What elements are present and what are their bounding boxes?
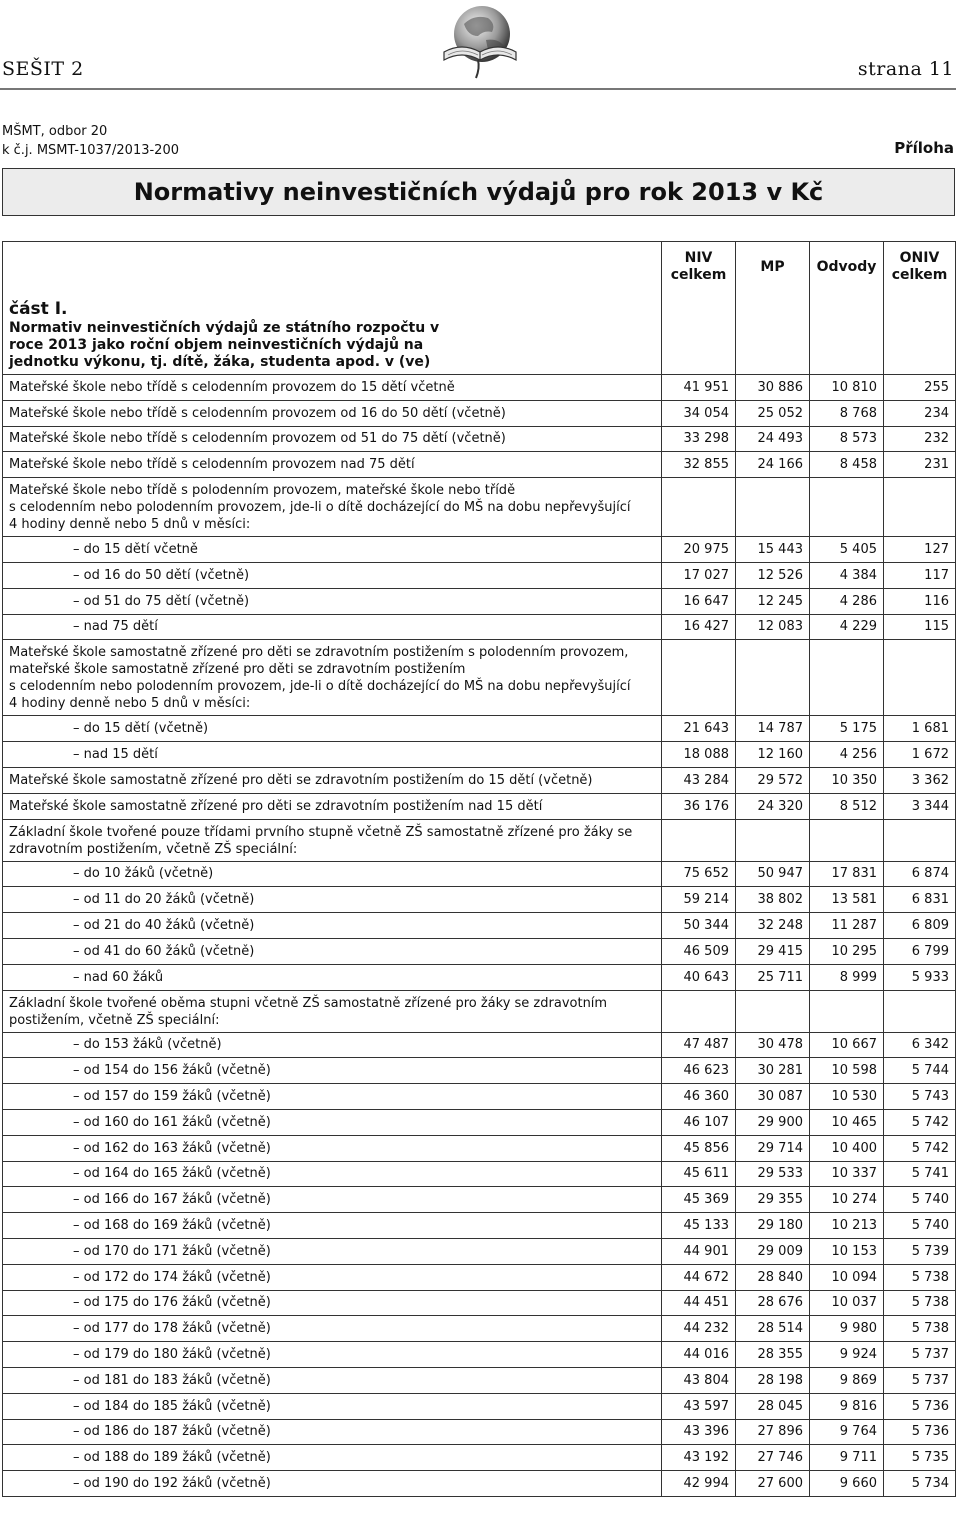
cell-niv: 47 487 bbox=[662, 1032, 736, 1058]
cell-mp: 29 900 bbox=[736, 1109, 810, 1135]
table-subrow bbox=[3, 1419, 956, 1445]
row-label: – od 157 do 159 žáků (včetně) bbox=[3, 1084, 662, 1110]
cell-odvody: 5 175 bbox=[810, 716, 884, 742]
column-header-odvody: Odvody bbox=[810, 242, 884, 375]
cell-mp: 29 180 bbox=[736, 1213, 810, 1239]
cell-odvody: 17 831 bbox=[810, 861, 884, 887]
cell-odvody: 4 256 bbox=[810, 742, 884, 768]
cell-mp: 27 896 bbox=[736, 1419, 810, 1445]
cell-oniv: 5 741 bbox=[884, 1161, 956, 1187]
cell-niv: 46 360 bbox=[662, 1084, 736, 1110]
cell-odvody: 4 384 bbox=[810, 562, 884, 588]
reference-block bbox=[2, 122, 179, 160]
cell-niv: 46 107 bbox=[662, 1109, 736, 1135]
table-subrow bbox=[3, 1238, 956, 1264]
table-row bbox=[3, 767, 956, 793]
cell-mp: 28 676 bbox=[736, 1290, 810, 1316]
table-subrow bbox=[3, 1290, 956, 1316]
row-label: – od 162 do 163 žáků (včetně) bbox=[3, 1135, 662, 1161]
cell-oniv: 3 344 bbox=[884, 793, 956, 819]
cell-oniv: 5 743 bbox=[884, 1084, 956, 1110]
cell-oniv: 127 bbox=[884, 537, 956, 563]
cell-niv: 32 855 bbox=[662, 452, 736, 478]
cell-mp: 24 493 bbox=[736, 426, 810, 452]
cell-odvody: 9 660 bbox=[810, 1471, 884, 1497]
cell-odvody: 8 573 bbox=[810, 426, 884, 452]
table-subrow bbox=[3, 938, 956, 964]
part-description: Normativ neinvestičních výdajů ze státního rozpočtu v roce 2013 jako roční objem neinvestičních výdajů na jednotku výkonu, tj. dítě, žáka, studenta apod. v (ve) bbox=[9, 320, 440, 370]
row-label: – od 154 do 156 žáků (včetně) bbox=[3, 1058, 662, 1084]
cell-odvody: 10 153 bbox=[810, 1238, 884, 1264]
row-label: – do 15 dětí včetně bbox=[3, 537, 662, 563]
cell-oniv: 5 738 bbox=[884, 1316, 956, 1342]
cell-oniv: 231 bbox=[884, 452, 956, 478]
normative-table bbox=[2, 241, 956, 1497]
table-group-heading-row bbox=[3, 990, 956, 1032]
cell-odvody: 8 458 bbox=[810, 452, 884, 478]
cell-oniv: 5 734 bbox=[884, 1471, 956, 1497]
row-label: – od 175 do 176 žáků (včetně) bbox=[3, 1290, 662, 1316]
row-label: Mateřské škole nebo třídě s celodenním provozem od 16 do 50 dětí (včetně) bbox=[3, 400, 662, 426]
row-label: – nad 75 dětí bbox=[3, 614, 662, 640]
table-subrow bbox=[3, 913, 956, 939]
cell-odvody: 10 667 bbox=[810, 1032, 884, 1058]
reference-number: k č.j. MSMT-1037/2013-200 bbox=[2, 143, 179, 158]
table-subrow bbox=[3, 1342, 956, 1368]
cell-oniv: 5 744 bbox=[884, 1058, 956, 1084]
table-subrow bbox=[3, 964, 956, 990]
cell-mp: 29 533 bbox=[736, 1161, 810, 1187]
globe-book-logo-icon bbox=[438, 2, 522, 80]
cell-mp: 32 248 bbox=[736, 913, 810, 939]
cell-mp: 30 886 bbox=[736, 375, 810, 401]
table-group-heading-row bbox=[3, 640, 956, 716]
table-subrow bbox=[3, 1187, 956, 1213]
cell-niv: 43 804 bbox=[662, 1367, 736, 1393]
cell-oniv: 1 672 bbox=[884, 742, 956, 768]
table-row bbox=[3, 452, 956, 478]
row-label: – do 153 žáků (včetně) bbox=[3, 1032, 662, 1058]
cell-mp: 24 166 bbox=[736, 452, 810, 478]
cell-niv: 46 509 bbox=[662, 938, 736, 964]
cell-oniv: 5 735 bbox=[884, 1445, 956, 1471]
column-header-niv: NIV celkem bbox=[662, 242, 736, 375]
row-label: – od 166 do 167 žáků (včetně) bbox=[3, 1187, 662, 1213]
cell-odvody: 8 512 bbox=[810, 793, 884, 819]
cell-niv: 46 623 bbox=[662, 1058, 736, 1084]
cell-odvody: 11 287 bbox=[810, 913, 884, 939]
cell-mp: 25 052 bbox=[736, 400, 810, 426]
cell-odvody: 13 581 bbox=[810, 887, 884, 913]
row-label: – od 51 do 75 dětí (včetně) bbox=[3, 588, 662, 614]
empty-cell bbox=[884, 990, 956, 1032]
cell-niv: 59 214 bbox=[662, 887, 736, 913]
cell-oniv: 5 742 bbox=[884, 1109, 956, 1135]
empty-cell bbox=[810, 640, 884, 716]
row-label: – od 21 do 40 žáků (včetně) bbox=[3, 913, 662, 939]
cell-mp: 30 478 bbox=[736, 1032, 810, 1058]
reference-office: MŠMT, odbor 20 bbox=[2, 124, 108, 139]
empty-cell bbox=[810, 478, 884, 537]
header-series: SEŠIT 2 bbox=[2, 58, 84, 80]
cell-mp: 29 714 bbox=[736, 1135, 810, 1161]
row-label: – od 186 do 187 žáků (včetně) bbox=[3, 1419, 662, 1445]
group-heading-label: Mateřské škole samostatně zřízené pro děti se zdravotním postižením s polodenním provozem, mateřské škole samostatně zřízené pro děti se zdravotním postižením s celodenním nebo polodenním provozem, jde-li o dítě docházející do MŠ na dobu nepřevyšující 4 hodiny denně nebo 5 dnů v měsíci: bbox=[3, 640, 662, 716]
row-label: – od 184 do 185 žáků (včetně) bbox=[3, 1393, 662, 1419]
cell-oniv: 5 737 bbox=[884, 1367, 956, 1393]
cell-mp: 12 526 bbox=[736, 562, 810, 588]
cell-odvody: 10 530 bbox=[810, 1084, 884, 1110]
cell-mp: 24 320 bbox=[736, 793, 810, 819]
cell-odvody: 10 295 bbox=[810, 938, 884, 964]
part-label: část I. bbox=[9, 299, 68, 319]
row-label: – od 164 do 165 žáků (včetně) bbox=[3, 1161, 662, 1187]
table-subrow bbox=[3, 1135, 956, 1161]
cell-mp: 29 572 bbox=[736, 767, 810, 793]
table-subrow bbox=[3, 1393, 956, 1419]
row-label: – od 168 do 169 žáků (včetně) bbox=[3, 1213, 662, 1239]
table-subrow bbox=[3, 1471, 956, 1497]
row-label: – od 181 do 183 žáků (včetně) bbox=[3, 1367, 662, 1393]
cell-oniv: 5 736 bbox=[884, 1393, 956, 1419]
table-subrow bbox=[3, 1109, 956, 1135]
cell-mp: 15 443 bbox=[736, 537, 810, 563]
cell-odvody: 9 816 bbox=[810, 1393, 884, 1419]
table-subrow bbox=[3, 861, 956, 887]
table-subrow bbox=[3, 614, 956, 640]
cell-niv: 50 344 bbox=[662, 913, 736, 939]
cell-mp: 29 009 bbox=[736, 1238, 810, 1264]
empty-cell bbox=[736, 640, 810, 716]
table-subrow bbox=[3, 537, 956, 563]
cell-niv: 43 284 bbox=[662, 767, 736, 793]
row-label: – od 172 do 174 žáků (včetně) bbox=[3, 1264, 662, 1290]
cell-niv: 42 994 bbox=[662, 1471, 736, 1497]
empty-cell bbox=[810, 990, 884, 1032]
row-label: Mateřské škole samostatně zřízené pro děti se zdravotním postižením do 15 dětí (včetně) bbox=[3, 767, 662, 793]
cell-niv: 75 652 bbox=[662, 861, 736, 887]
cell-odvody: 10 465 bbox=[810, 1109, 884, 1135]
empty-cell bbox=[810, 819, 884, 861]
table-subrow bbox=[3, 1316, 956, 1342]
table-subrow bbox=[3, 1058, 956, 1084]
table-subrow bbox=[3, 1264, 956, 1290]
row-label: – do 15 dětí (včetně) bbox=[3, 716, 662, 742]
cell-mp: 29 415 bbox=[736, 938, 810, 964]
cell-niv: 17 027 bbox=[662, 562, 736, 588]
table-subrow bbox=[3, 1445, 956, 1471]
table-header-label-cell bbox=[3, 242, 662, 375]
cell-oniv: 5 739 bbox=[884, 1238, 956, 1264]
cell-oniv: 5 742 bbox=[884, 1135, 956, 1161]
cell-odvody: 10 337 bbox=[810, 1161, 884, 1187]
cell-odvody: 5 405 bbox=[810, 537, 884, 563]
cell-mp: 28 045 bbox=[736, 1393, 810, 1419]
group-heading-label: Základní škole tvořené oběma stupni včetně ZŠ samostatně zřízené pro žáky se zdravotním postižením, včetně ZŠ speciální: bbox=[3, 990, 662, 1032]
cell-oniv: 6 874 bbox=[884, 861, 956, 887]
cell-odvody: 10 274 bbox=[810, 1187, 884, 1213]
empty-cell bbox=[736, 478, 810, 537]
cell-odvody: 10 400 bbox=[810, 1135, 884, 1161]
cell-mp: 25 711 bbox=[736, 964, 810, 990]
row-label: – od 179 do 180 žáků (včetně) bbox=[3, 1342, 662, 1368]
cell-oniv: 5 738 bbox=[884, 1290, 956, 1316]
cell-niv: 16 427 bbox=[662, 614, 736, 640]
row-label: – od 177 do 178 žáků (včetně) bbox=[3, 1316, 662, 1342]
row-label: – od 11 do 20 žáků (včetně) bbox=[3, 887, 662, 913]
cell-mp: 28 198 bbox=[736, 1367, 810, 1393]
row-label: – do 10 žáků (včetně) bbox=[3, 861, 662, 887]
cell-oniv: 1 681 bbox=[884, 716, 956, 742]
cell-niv: 20 975 bbox=[662, 537, 736, 563]
cell-mp: 12 160 bbox=[736, 742, 810, 768]
row-label: – od 190 do 192 žáků (včetně) bbox=[3, 1471, 662, 1497]
cell-oniv: 115 bbox=[884, 614, 956, 640]
cell-odvody: 8 768 bbox=[810, 400, 884, 426]
empty-cell bbox=[662, 990, 736, 1032]
attachment-label: Příloha bbox=[894, 139, 954, 157]
cell-niv: 45 133 bbox=[662, 1213, 736, 1239]
header-divider bbox=[0, 88, 956, 90]
cell-mp: 30 281 bbox=[736, 1058, 810, 1084]
cell-niv: 41 951 bbox=[662, 375, 736, 401]
cell-oniv: 5 738 bbox=[884, 1264, 956, 1290]
cell-oniv: 255 bbox=[884, 375, 956, 401]
cell-niv: 44 672 bbox=[662, 1264, 736, 1290]
table-subrow bbox=[3, 716, 956, 742]
table-subrow bbox=[3, 742, 956, 768]
table-subrow bbox=[3, 887, 956, 913]
cell-oniv: 6 831 bbox=[884, 887, 956, 913]
empty-cell bbox=[884, 478, 956, 537]
cell-odvody: 8 999 bbox=[810, 964, 884, 990]
empty-cell bbox=[736, 990, 810, 1032]
table-subrow bbox=[3, 1032, 956, 1058]
cell-niv: 40 643 bbox=[662, 964, 736, 990]
header-page-number: strana 11 bbox=[857, 58, 954, 80]
cell-mp: 28 840 bbox=[736, 1264, 810, 1290]
cell-niv: 45 856 bbox=[662, 1135, 736, 1161]
table-row bbox=[3, 400, 956, 426]
cell-niv: 18 088 bbox=[662, 742, 736, 768]
row-label: Mateřské škole nebo třídě s celodenním provozem do 15 dětí včetně bbox=[3, 375, 662, 401]
table-subrow bbox=[3, 562, 956, 588]
group-heading-label: Mateřské škole nebo třídě s polodenním provozem, mateřské škole nebo třídě s celodenním nebo polodenním provozem, jde-li o dítě docházející do MŠ na dobu nepřevyšující 4 hodiny denně nebo 5 dnů v měsíci: bbox=[3, 478, 662, 537]
page-title: Normativy neinvestičních výdajů pro rok 2013 v Kč bbox=[2, 168, 955, 216]
column-header-oniv: ONIV celkem bbox=[884, 242, 956, 375]
cell-mp: 30 087 bbox=[736, 1084, 810, 1110]
cell-niv: 34 054 bbox=[662, 400, 736, 426]
cell-niv: 43 396 bbox=[662, 1419, 736, 1445]
cell-oniv: 232 bbox=[884, 426, 956, 452]
cell-niv: 43 597 bbox=[662, 1393, 736, 1419]
cell-mp: 50 947 bbox=[736, 861, 810, 887]
cell-niv: 44 901 bbox=[662, 1238, 736, 1264]
cell-mp: 28 514 bbox=[736, 1316, 810, 1342]
table-subrow bbox=[3, 1213, 956, 1239]
cell-mp: 28 355 bbox=[736, 1342, 810, 1368]
row-label: – od 41 do 60 žáků (včetně) bbox=[3, 938, 662, 964]
cell-oniv: 5 736 bbox=[884, 1419, 956, 1445]
cell-oniv: 5 737 bbox=[884, 1342, 956, 1368]
cell-odvody: 9 764 bbox=[810, 1419, 884, 1445]
column-header-mp: MP bbox=[736, 242, 810, 375]
cell-mp: 12 245 bbox=[736, 588, 810, 614]
table-row bbox=[3, 793, 956, 819]
table-subrow bbox=[3, 1367, 956, 1393]
cell-odvody: 4 229 bbox=[810, 614, 884, 640]
empty-cell bbox=[884, 640, 956, 716]
cell-niv: 44 016 bbox=[662, 1342, 736, 1368]
table-header-row bbox=[3, 242, 956, 375]
cell-mp: 27 600 bbox=[736, 1471, 810, 1497]
cell-oniv: 5 740 bbox=[884, 1187, 956, 1213]
row-label: Mateřské škole samostatně zřízené pro děti se zdravotním postižením nad 15 dětí bbox=[3, 793, 662, 819]
table-group-heading-row bbox=[3, 819, 956, 861]
empty-cell bbox=[884, 819, 956, 861]
table-subrow bbox=[3, 588, 956, 614]
cell-oniv: 5 933 bbox=[884, 964, 956, 990]
cell-niv: 21 643 bbox=[662, 716, 736, 742]
cell-odvody: 10 094 bbox=[810, 1264, 884, 1290]
cell-niv: 44 232 bbox=[662, 1316, 736, 1342]
cell-mp: 38 802 bbox=[736, 887, 810, 913]
cell-mp: 29 355 bbox=[736, 1187, 810, 1213]
empty-cell bbox=[662, 819, 736, 861]
cell-odvody: 9 869 bbox=[810, 1367, 884, 1393]
cell-odvody: 10 350 bbox=[810, 767, 884, 793]
row-label: – od 16 do 50 dětí (včetně) bbox=[3, 562, 662, 588]
cell-mp: 14 787 bbox=[736, 716, 810, 742]
cell-oniv: 116 bbox=[884, 588, 956, 614]
cell-oniv: 5 740 bbox=[884, 1213, 956, 1239]
cell-niv: 45 369 bbox=[662, 1187, 736, 1213]
cell-mp: 12 083 bbox=[736, 614, 810, 640]
cell-odvody: 10 213 bbox=[810, 1213, 884, 1239]
cell-odvody: 9 924 bbox=[810, 1342, 884, 1368]
cell-odvody: 9 980 bbox=[810, 1316, 884, 1342]
cell-odvody: 10 037 bbox=[810, 1290, 884, 1316]
cell-oniv: 3 362 bbox=[884, 767, 956, 793]
cell-niv: 44 451 bbox=[662, 1290, 736, 1316]
row-label: – od 170 do 171 žáků (včetně) bbox=[3, 1238, 662, 1264]
row-label: – nad 60 žáků bbox=[3, 964, 662, 990]
empty-cell bbox=[662, 478, 736, 537]
cell-odvody: 10 810 bbox=[810, 375, 884, 401]
cell-niv: 16 647 bbox=[662, 588, 736, 614]
row-label: Mateřské škole nebo třídě s celodenním provozem od 51 do 75 dětí (včetně) bbox=[3, 426, 662, 452]
cell-oniv: 117 bbox=[884, 562, 956, 588]
cell-oniv: 6 342 bbox=[884, 1032, 956, 1058]
row-label: – od 160 do 161 žáků (včetně) bbox=[3, 1109, 662, 1135]
empty-cell bbox=[736, 819, 810, 861]
cell-odvody: 10 598 bbox=[810, 1058, 884, 1084]
row-label: – nad 15 dětí bbox=[3, 742, 662, 768]
cell-niv: 33 298 bbox=[662, 426, 736, 452]
row-label: – od 188 do 189 žáků (včetně) bbox=[3, 1445, 662, 1471]
cell-oniv: 234 bbox=[884, 400, 956, 426]
table-subrow bbox=[3, 1084, 956, 1110]
cell-oniv: 6 799 bbox=[884, 938, 956, 964]
cell-niv: 36 176 bbox=[662, 793, 736, 819]
table-row bbox=[3, 426, 956, 452]
cell-oniv: 6 809 bbox=[884, 913, 956, 939]
table-group-heading-row bbox=[3, 478, 956, 537]
cell-odvody: 4 286 bbox=[810, 588, 884, 614]
cell-mp: 27 746 bbox=[736, 1445, 810, 1471]
cell-niv: 43 192 bbox=[662, 1445, 736, 1471]
cell-niv: 45 611 bbox=[662, 1161, 736, 1187]
group-heading-label: Základní škole tvořené pouze třídami prvního stupně včetně ZŠ samostatně zřízené pro žáky se zdravotním postižením, včetně ZŠ speciální: bbox=[3, 819, 662, 861]
table-row bbox=[3, 375, 956, 401]
cell-odvody: 9 711 bbox=[810, 1445, 884, 1471]
empty-cell bbox=[662, 640, 736, 716]
table-subrow bbox=[3, 1161, 956, 1187]
row-label: Mateřské škole nebo třídě s celodenním provozem nad 75 dětí bbox=[3, 452, 662, 478]
